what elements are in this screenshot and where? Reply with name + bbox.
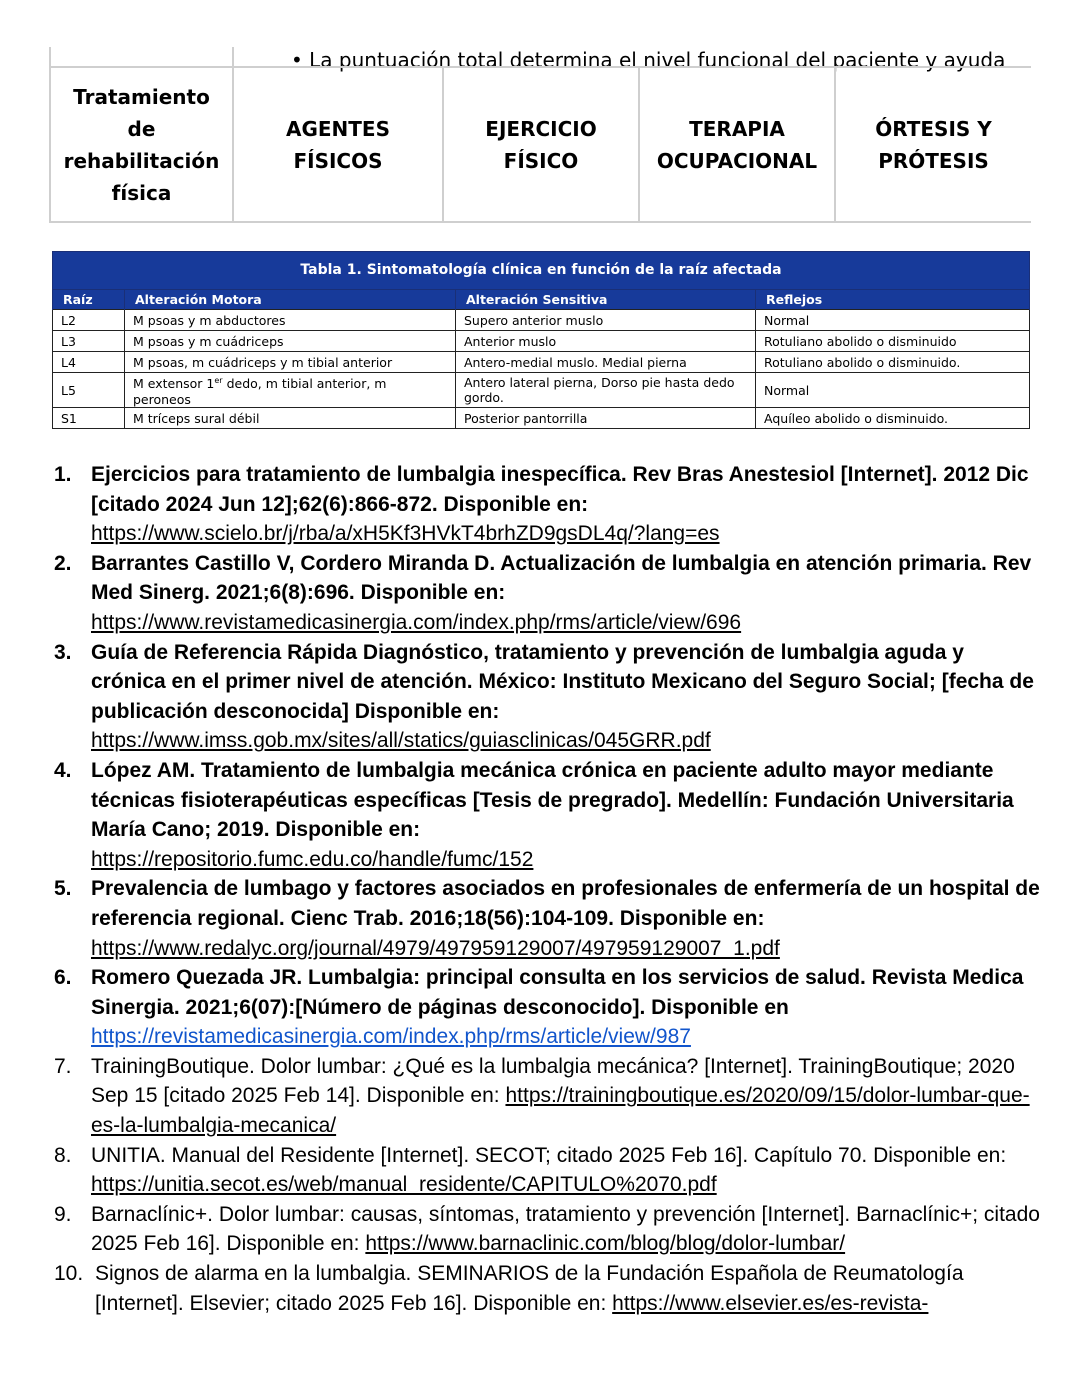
table-cell-l5-motor: M extensor 1er dedo, m tibial anterior, m peroneos	[125, 373, 456, 408]
reference-item	[54, 1200, 1044, 1259]
reference-item	[54, 1141, 1044, 1200]
reference-link[interactable]: https://www.imss.gob.mx/sites/all/statics/guiasclinicas/045GRR.pdf	[91, 729, 711, 753]
reference-item	[54, 549, 1044, 638]
reference-link[interactable]: https://www.barnaclinic.com/blog/blog/dolor-lumbar/	[365, 1232, 846, 1256]
table-cell: Supero anterior muslo	[456, 310, 756, 331]
reference-number: 8.	[54, 1143, 72, 1167]
symptom-table	[52, 251, 1030, 429]
reference-link[interactable]: https://www.scielo.br/j/rba/a/xH5Kf3HVkT4brhZD9gsDL4q/?lang=es	[91, 522, 720, 546]
table-cell: L3	[53, 331, 125, 352]
physical-agents-cell: AGENTES FÍSICOS	[233, 67, 443, 222]
table-cell: L4	[53, 352, 125, 373]
table-row	[53, 352, 1030, 373]
reference-item	[54, 1259, 1044, 1318]
reference-item	[54, 638, 1044, 756]
column-header-root: Raíz	[53, 290, 125, 310]
table-cell: Normal	[756, 373, 1030, 408]
symptom-table-title: Tabla 1. Sintomatología clínica en función de la raíz afectada	[52, 251, 1030, 290]
symptom-table-header	[53, 290, 1030, 310]
reference-item	[54, 756, 1044, 874]
reference-text: Ejercicios para tratamiento de lumbalgia inespecífica. Rev Bras Anestesiol [Internet]. 2012 Dic [citado 2024 Jun 12];62(6):866-872. Disponible en:	[91, 463, 1029, 516]
reference-number: 5.	[54, 877, 72, 901]
reference-number: 3.	[54, 640, 72, 664]
table-cell: L5	[53, 373, 125, 408]
reference-number: 6.	[54, 966, 72, 990]
reference-link[interactable]: https://trainingboutique.es/2020/09/15/dolor-lumbar-que-es-la-lumbalgia-mecanica/	[91, 1084, 1030, 1138]
column-header-motor: Alteración Motora	[125, 290, 456, 310]
reference-number: 9.	[54, 1202, 72, 1226]
reference-link[interactable]: https://www.redalyc.org/journal/4979/497959129007/497959129007_1.pdf	[91, 936, 780, 960]
reference-text: TrainingBoutique. Dolor lumbar: ¿Qué es la lumbalgia mecánica? [Internet]. TrainingBoutique; 2020 Sep 15 [citado 2025 Feb 14]. Disponible en:	[91, 1054, 1015, 1108]
reference-link[interactable]: https://repositorio.fumc.edu.co/handle/fumc/152	[91, 847, 534, 871]
table-cell: S1	[53, 408, 125, 429]
reference-text: Barrantes Castillo V, Cordero Miranda D. Actualización de lumbalgia en atención primaria. Rev Med Sinerg. 2021;6(8):696. Disponible en:	[91, 551, 1032, 605]
reference-text: Guía de Referencia Rápida Diagnóstico, tratamiento y prevención de lumbalgia aguda y crónica en el primer nivel de atención. México: Instituto Mexicano del Seguro Social; [fecha de publicación desconocida] Disponible en:	[91, 640, 1034, 723]
reference-item	[54, 874, 1044, 963]
reference-list	[54, 460, 1044, 1318]
table-cell: Antero-medial muslo. Medial pierna	[456, 352, 756, 373]
table-cell: Rotuliano abolido o disminuido	[756, 331, 1030, 352]
reference-text: Romero Quezada JR. Lumbalgia: principal consulta en los servicios de salud. Revista Medica Sinergia. 2021;6(07):[Número de páginas desconocido]. Disponible en	[91, 966, 1024, 1019]
cut-off-text: • La puntuación total determina el nivel funcional del paciente y ayuda	[291, 48, 1006, 72]
reference-text: López AM. Tratamiento de lumbalgia mecánica crónica en paciente adulto mayor mediante técnicas fisioterapéuticas específicas [Tesis de pregrado]. Medellín: Fundación Universitaria María Cano; 2019. Disponible en:	[91, 758, 1014, 842]
reference-text: UNITIA. Manual del Residente [Internet]. SECOT; citado 2025 Feb 16]. Capítulo 70. Disponible en:	[91, 1143, 1007, 1167]
reference-number: 2.	[54, 551, 72, 575]
table-cell: M psoas y m cuádriceps	[125, 331, 456, 352]
column-header-reflexes: Reflejos	[756, 290, 1030, 310]
reference-item	[54, 963, 1044, 1052]
occupational-therapy-cell: TERAPIA OCUPACIONAL	[639, 67, 835, 222]
table-row	[53, 310, 1030, 331]
table-cell: M tríceps sural débil	[125, 408, 456, 429]
table-cell: Posterior pantorrilla	[456, 408, 756, 429]
table-row	[53, 373, 1030, 408]
treatment-row	[50, 67, 1031, 222]
treatment-header-cell: Tratamiento de rehabilitación física	[50, 67, 233, 222]
reference-item	[54, 1052, 1044, 1141]
reference-text: Prevalencia de lumbago y factores asociados en profesionales de enfermería de un hospital de referencia regional. Cienc Trab. 2016;18(56):104-109. Disponible en:	[91, 877, 1040, 930]
table-cell: Aquíleo abolido o disminuido.	[756, 408, 1030, 429]
reference-link[interactable]: https://unitia.secot.es/web/manual_residente/CAPITULO%2070.pdf	[91, 1173, 717, 1197]
table-cell: Rotuliano abolido o disminuido.	[756, 352, 1030, 373]
reference-number: 7.	[54, 1054, 72, 1078]
table-cell: M psoas y m abductores	[125, 310, 456, 331]
table-cell: Antero lateral pierna, Dorso pie hasta dedo gordo.	[456, 373, 756, 408]
table-cell: M psoas, m cuádriceps y m tibial anterior	[125, 352, 456, 373]
column-divider	[232, 47, 234, 67]
reference-item	[54, 460, 1044, 549]
physical-exercise-cell: EJERCICIO FÍSICO	[443, 67, 639, 222]
treatment-table-section	[49, 47, 1031, 227]
reference-link[interactable]: https://revistamedicasinergia.com/index.php/rms/article/view/987	[91, 1025, 691, 1049]
table-cell: Anterior muslo	[456, 331, 756, 352]
reference-number: 1.	[54, 463, 72, 486]
reference-link[interactable]: https://www.elsevier.es/es-revista-	[612, 1291, 929, 1315]
treatment-table	[49, 66, 1031, 223]
table-row	[53, 331, 1030, 352]
reference-text: Barnaclínic+. Dolor lumbar: causas, síntomas, tratamiento y prevención [Internet]. Barnaclínic+; citado 2025 Feb 16]. Disponible en:	[91, 1202, 1040, 1256]
table-cell: L2	[53, 310, 125, 331]
column-header-sensory: Alteración Sensitiva	[456, 290, 756, 310]
orthosis-prosthesis-cell: ÓRTESIS Y PRÓTESIS	[835, 67, 1031, 222]
reference-link[interactable]: https://www.revistamedicasinergia.com/index.php/rms/article/view/696	[91, 610, 742, 634]
reference-text: Signos de alarma en la lumbalgia. SEMINARIOS de la Fundación Española de Reumatología [Internet]. Elsevier; citado 2025 Feb 16]. Disponible en:	[95, 1262, 964, 1315]
table-row	[53, 408, 1030, 429]
reference-number: 4.	[54, 758, 72, 782]
cut-off-row	[49, 47, 1031, 72]
table-cell: Normal	[756, 310, 1030, 331]
reference-number: 10.	[54, 1262, 84, 1286]
